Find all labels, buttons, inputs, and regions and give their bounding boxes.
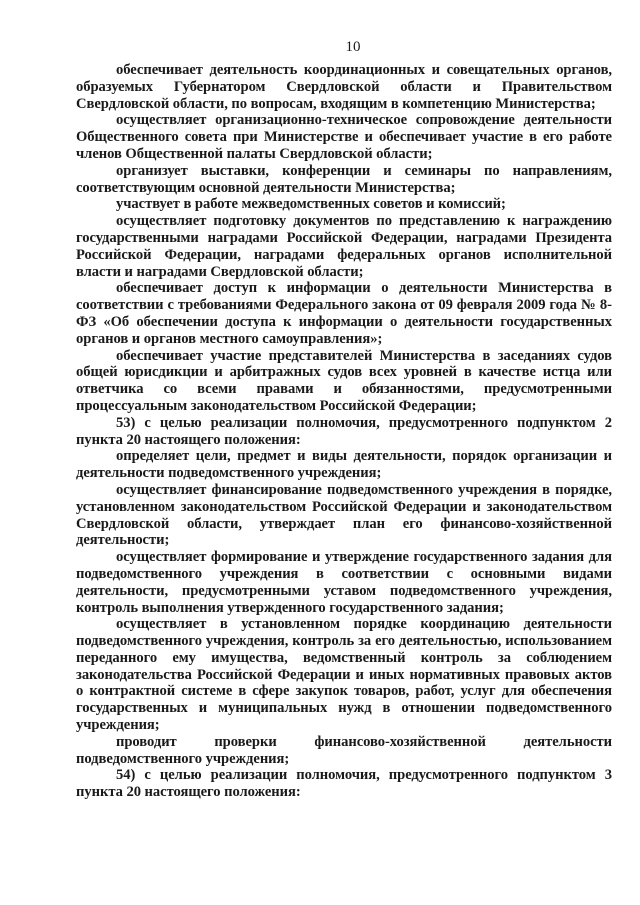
paragraph: осуществляет финансирование подведомственного учреждения в порядке, установленном законодательством Российской Федерации и законодательством Свердловской области, утверждает план его финансово-хозяйственной деятельности; xyxy=(76,481,612,549)
paragraph: осуществляет в установленном порядке координацию деятельности подведомственного учреждения, контроль за его деятельностью, использованием переданного ему имущества, ведомственный контроль за соблюдением законодательства Российской Федерации и иных нормативных правовых актов о контрактной системе в сфере закупок товаров, работ, услуг для обеспечения государственных и муниципальных нужд в отношении подведомственного учреждения; xyxy=(76,616,612,734)
numbered-item: 53) с целью реализации полномочия, предусмотренного подпунктом 2 пункта 20 настоящего положения: xyxy=(76,414,612,448)
paragraph: обеспечивает деятельность координационных и совещательных органов, образуемых Губернатором Свердловской области и Правительством Свердловской области, по вопросам, входящим в компетенцию Министерства; xyxy=(76,62,612,112)
paragraph: определяет цели, предмет и виды деятельности, порядок организации и деятельности подведомственного учреждения; xyxy=(76,448,612,482)
paragraph: осуществляет формирование и утверждение государственного задания для подведомственного учреждения в соответствии с основными видами деятельности, предусмотренными уставом подведомственного учреждения, контроль выполнения утвержденного государственного задания; xyxy=(76,549,612,616)
paragraph: осуществляет организационно-техническое сопровождение деятельности Общественного совета при Министерстве и обеспечивает участие в его работе членов Общественной палаты Свердловской области; xyxy=(76,112,612,162)
numbered-item: 54) с целью реализации полномочия, предусмотренного подпунктом 3 пункта 20 настоящего положения: xyxy=(76,767,612,801)
document-body xyxy=(76,62,612,801)
paragraph: обеспечивает доступ к информации о деятельности Министерства в соответствии с требованиями Федерального закона от 09 февраля 2009 года № 8-ФЗ «Об обеспечении доступа к информации о деятельности государственных органов и органов местного самоуправления»; xyxy=(76,280,612,347)
paragraph: участвует в работе межведомственных советов и комиссий; xyxy=(116,196,506,213)
page-number: 10 xyxy=(345,39,361,55)
paragraph: обеспечивает участие представителей Министерства в заседаниях судов общей юрисдикции и арбитражных судов всех уровней в качестве истца или ответчика со всеми правами и обязанностями, предусмотренными процессуальным законодательством Российской Федерации; xyxy=(76,347,612,414)
paragraph: организует выставки, конференции и семинары по направлениям, соответствующим основной деятельности Министерства; xyxy=(76,162,612,196)
paragraph: осуществляет подготовку документов по представлению к награждению государственными наградами Российской Федерации, наградами Президента Российской Федерации, наградами федеральных органов исполнительной власти и наградами Свердловской области; xyxy=(76,213,612,280)
paragraph: проводит проверки финансово-хозяйственной деятельности подведомственного учреждения; xyxy=(76,733,612,767)
